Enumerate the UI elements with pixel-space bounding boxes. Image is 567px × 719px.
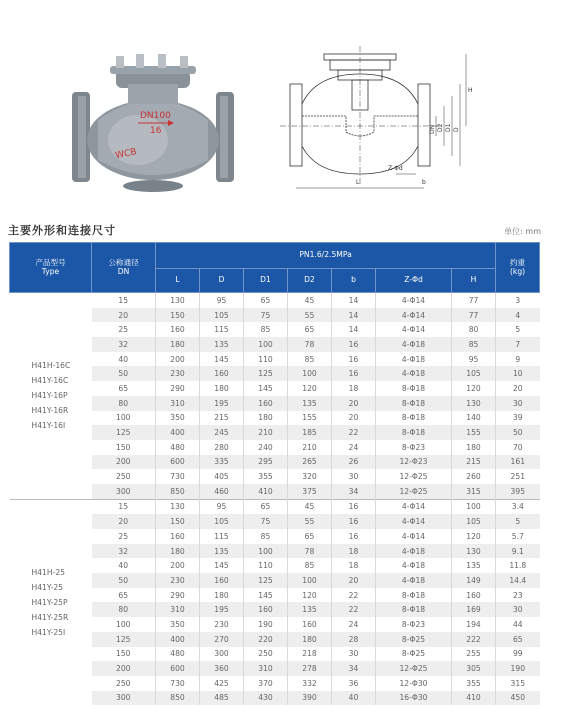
table-cell: 355 <box>244 469 288 484</box>
table-cell: 18 <box>332 544 376 559</box>
table-cell: 30 <box>496 396 540 411</box>
table-cell: 290 <box>156 588 200 603</box>
table-cell: 12-Φ25 <box>376 661 452 676</box>
table-cell: 180 <box>156 544 200 559</box>
table-cell: 125 <box>244 573 288 588</box>
table-cell: 95 <box>200 293 244 308</box>
table-cell: 130 <box>452 544 496 559</box>
valve-photo <box>58 40 248 200</box>
table-cell: 130 <box>452 396 496 411</box>
model-name: H41H-25 <box>31 567 65 577</box>
table-cell: 460 <box>200 484 244 499</box>
table-cell: 85 <box>288 558 332 573</box>
table-cell: 135 <box>200 544 244 559</box>
table-cell: 145 <box>244 588 288 603</box>
table-cell: 105 <box>452 514 496 529</box>
table-cell: 16 <box>332 337 376 352</box>
table-cell: 4-Φ14 <box>376 514 452 529</box>
table-cell: 20 <box>332 411 376 426</box>
table-cell: 20 <box>332 573 376 588</box>
table-cell: 315 <box>496 676 540 691</box>
table-cell: 600 <box>156 455 200 470</box>
table-cell: 34 <box>332 661 376 676</box>
table-cell: 8-Φ18 <box>376 396 452 411</box>
table-cell: 39 <box>496 411 540 426</box>
table-cell: 180 <box>200 381 244 396</box>
table-cell: 16 <box>332 514 376 529</box>
table-cell: 65 <box>288 529 332 544</box>
cell-dn: 50 <box>92 573 156 588</box>
dim-holes-label: Z-Φd <box>388 165 403 172</box>
table-cell: 125 <box>244 366 288 381</box>
table-cell: 14 <box>332 293 376 308</box>
table-cell: 310 <box>156 396 200 411</box>
table-cell: 150 <box>156 308 200 323</box>
table-cell: 4-Φ18 <box>376 337 452 352</box>
cast-pressure-text: 16 <box>150 126 162 136</box>
table-cell: 110 <box>244 352 288 367</box>
table-cell: 14 <box>332 322 376 337</box>
table-cell: 40 <box>332 691 376 706</box>
cell-dn: 15 <box>92 293 156 308</box>
table-cell: 44 <box>496 617 540 632</box>
table-cell: 160 <box>156 322 200 337</box>
table-cell: 100 <box>288 366 332 381</box>
table-cell: 5 <box>496 322 540 337</box>
cell-dn: 250 <box>116 678 131 688</box>
table-cell: 100 <box>288 573 332 588</box>
table-cell: 24 <box>332 440 376 455</box>
cell-dn: 125 <box>92 425 156 440</box>
model-name: H41Y-25 <box>31 582 64 592</box>
table-cell: 360 <box>200 661 244 676</box>
table-cell: 10 <box>496 366 540 381</box>
table-cell: 100 <box>244 337 288 352</box>
table-cell: 185 <box>288 425 332 440</box>
cell-dn: 80 <box>92 396 156 411</box>
table-cell: 45 <box>288 293 332 308</box>
table-cell: 55 <box>288 514 332 529</box>
cell-dn: 20 <box>92 514 156 529</box>
table-cell: 245 <box>200 425 244 440</box>
dim-h-label: H <box>468 87 473 94</box>
table-cell: 4-Φ14 <box>376 529 452 544</box>
table-cell: 251 <box>496 469 540 484</box>
section-title: 主要外形和连接尺寸 <box>8 224 116 237</box>
dim-l-label: L <box>356 179 360 186</box>
table-cell: 3.4 <box>496 499 540 514</box>
table-cell: 12-Φ23 <box>376 455 452 470</box>
table-cell: 20 <box>332 396 376 411</box>
table-cell: 8-Φ23 <box>376 440 452 455</box>
table-cell: 160 <box>244 602 288 617</box>
table-cell: 290 <box>156 381 200 396</box>
table-cell: 255 <box>452 647 496 662</box>
table-cell: 350 <box>156 411 200 426</box>
table-cell: 3 <box>496 293 540 308</box>
model-name: H41Y-25R <box>31 612 69 622</box>
table-cell: 315 <box>452 484 496 499</box>
table-cell: 215 <box>200 411 244 426</box>
table-cell: 180 <box>156 337 200 352</box>
table-cell: 8-Φ18 <box>376 381 452 396</box>
header-d: D <box>200 269 244 293</box>
cell-dn: 25 <box>118 531 129 541</box>
table-cell: 278 <box>288 661 332 676</box>
model-name: H41Y-25P <box>31 597 68 607</box>
table-cell: 4-Φ14 <box>376 293 452 308</box>
cell-dn: 80 <box>92 602 156 617</box>
table-cell: 8-Φ18 <box>376 425 452 440</box>
table-cell: 18 <box>332 558 376 573</box>
table-cell: 155 <box>452 425 496 440</box>
table-cell: 8-Φ18 <box>376 411 452 426</box>
table-cell: 16 <box>332 366 376 381</box>
table-cell: 9.1 <box>496 544 540 559</box>
header-weight: 约重 (kg) <box>496 243 540 293</box>
table-cell: 110 <box>244 558 288 573</box>
table-cell: 120 <box>288 381 332 396</box>
table-cell: 26 <box>332 455 376 470</box>
table-cell: 16 <box>332 499 376 514</box>
table-cell: 50 <box>496 425 540 440</box>
table-cell: 130 <box>156 293 200 308</box>
table-cell: 270 <box>200 632 244 647</box>
table-cell: 200 <box>156 558 200 573</box>
table-cell: 75 <box>244 308 288 323</box>
table-cell: 80 <box>452 322 496 337</box>
table-cell: 425 <box>200 676 244 691</box>
table-cell: 45 <box>288 499 332 514</box>
table-cell: 36 <box>332 676 376 691</box>
table-cell: 135 <box>452 558 496 573</box>
cell-dn: 250 <box>116 472 131 482</box>
table-cell: 135 <box>288 602 332 617</box>
unit-label: 单位: mm <box>504 227 541 236</box>
table-cell: 105 <box>200 308 244 323</box>
table-cell: 295 <box>244 455 288 470</box>
table-cell: 14.4 <box>496 573 540 588</box>
table-cell: 120 <box>288 588 332 603</box>
table-cell: 85 <box>452 337 496 352</box>
table-cell: 77 <box>452 308 496 323</box>
table-cell: 195 <box>200 602 244 617</box>
table-cell: 115 <box>200 529 244 544</box>
table-cell: 350 <box>156 617 200 632</box>
cell-dn: 100 <box>116 413 131 423</box>
table-cell: 200 <box>156 352 200 367</box>
table-cell: 4-Φ14 <box>376 308 452 323</box>
header-b: b <box>332 269 376 293</box>
dim-d1-label: D1 <box>445 123 452 132</box>
table-cell: 215 <box>452 455 496 470</box>
table-cell: 22 <box>332 588 376 603</box>
table-cell: 8-Φ18 <box>376 588 452 603</box>
table-cell: 20 <box>496 381 540 396</box>
table-cell: 4-Φ18 <box>376 573 452 588</box>
table-cell: 130 <box>156 499 200 514</box>
table-cell: 4-Φ18 <box>376 366 452 381</box>
table-cell: 450 <box>496 691 540 706</box>
table-cell: 260 <box>452 469 496 484</box>
table-cell: 4-Φ14 <box>376 499 452 514</box>
table-cell: 332 <box>288 676 332 691</box>
header-l: L <box>156 269 200 293</box>
table-cell: 480 <box>156 647 200 662</box>
table-cell: 430 <box>244 691 288 706</box>
table-cell: 850 <box>156 691 200 706</box>
table-cell: 8-Φ23 <box>376 617 452 632</box>
cell-dn: 65 <box>118 590 129 600</box>
table-cell: 169 <box>452 602 496 617</box>
table-cell: 100 <box>452 499 496 514</box>
table-cell: 160 <box>200 573 244 588</box>
table-cell: 95 <box>452 352 496 367</box>
table-cell: 5 <box>496 514 540 529</box>
table-cell: 194 <box>452 617 496 632</box>
table-cell: 65 <box>288 322 332 337</box>
model-list <box>10 293 92 500</box>
cast-size-text: DN100 <box>140 111 171 121</box>
table-cell: 310 <box>244 661 288 676</box>
table-cell: 230 <box>200 617 244 632</box>
table-row <box>10 293 540 308</box>
dimension-table <box>9 242 540 705</box>
table-cell: 12-Φ25 <box>376 469 452 484</box>
table-cell: 135 <box>288 396 332 411</box>
table-cell: 230 <box>156 573 200 588</box>
table-cell: 4-Φ18 <box>376 558 452 573</box>
table-cell: 210 <box>288 440 332 455</box>
table-cell: 30 <box>332 647 376 662</box>
table-cell: 7 <box>496 337 540 352</box>
cell-dn: 20 <box>92 308 156 323</box>
table-cell: 8-Φ25 <box>376 647 452 662</box>
table-cell: 160 <box>288 617 332 632</box>
table-cell: 9 <box>496 352 540 367</box>
cell-dn: 150 <box>116 442 131 452</box>
table-cell: 30 <box>496 602 540 617</box>
table-cell: 160 <box>452 588 496 603</box>
table-cell: 16 <box>332 529 376 544</box>
table-cell: 85 <box>244 529 288 544</box>
table-cell: 155 <box>288 411 332 426</box>
table-cell: 65 <box>244 499 288 514</box>
table-cell: 149 <box>452 573 496 588</box>
dim-d-label: D <box>453 127 460 132</box>
cell-dn: 40 <box>118 561 129 571</box>
table-cell: 140 <box>452 411 496 426</box>
table-cell: 5.7 <box>496 529 540 544</box>
cell-dn: 300 <box>92 691 156 706</box>
table-cell: 4-Φ18 <box>376 544 452 559</box>
technical-drawing <box>276 44 496 194</box>
table-cell: 395 <box>496 484 540 499</box>
header-model: 产品型号 Type <box>10 243 92 293</box>
table-cell: 77 <box>452 293 496 308</box>
table-cell: 600 <box>156 661 200 676</box>
table-cell: 23 <box>496 588 540 603</box>
header-d2: D2 <box>288 269 332 293</box>
model-name: H41Y-16C <box>31 376 69 386</box>
table-cell: 320 <box>288 469 332 484</box>
table-cell: 75 <box>244 514 288 529</box>
table-cell: 390 <box>288 691 332 706</box>
table-cell: 160 <box>156 529 200 544</box>
table-cell: 220 <box>244 632 288 647</box>
table-cell: 400 <box>156 425 200 440</box>
table-cell: 55 <box>288 308 332 323</box>
table-cell: 105 <box>452 366 496 381</box>
cell-dn: 150 <box>116 649 131 659</box>
header-holes: Z-Φd <box>376 269 452 293</box>
table-cell: 14 <box>332 308 376 323</box>
table-cell: 480 <box>156 440 200 455</box>
table-cell: 335 <box>200 455 244 470</box>
table-cell: 22 <box>332 602 376 617</box>
table-cell: 85 <box>244 322 288 337</box>
model-name: H41Y-25I <box>31 627 66 637</box>
table-cell: 210 <box>244 425 288 440</box>
table-cell: 222 <box>452 632 496 647</box>
table-cell: 16-Φ30 <box>376 691 452 706</box>
table-cell: 85 <box>288 352 332 367</box>
table-cell: 265 <box>288 455 332 470</box>
table-cell: 8-Φ25 <box>376 632 452 647</box>
table-cell: 8-Φ18 <box>376 602 452 617</box>
table-cell: 305 <box>452 661 496 676</box>
table-cell: 12-Φ25 <box>376 484 452 499</box>
table-cell: 190 <box>244 617 288 632</box>
table-cell: 375 <box>288 484 332 499</box>
cell-dn: 50 <box>92 366 156 381</box>
header-h: H <box>452 269 496 293</box>
table-cell: 180 <box>244 411 288 426</box>
table-cell: 250 <box>244 647 288 662</box>
table-cell: 730 <box>156 469 200 484</box>
table-cell: 105 <box>200 514 244 529</box>
cell-dn: 32 <box>92 337 156 352</box>
model-name: H41H-16C <box>31 361 71 371</box>
table-cell: 190 <box>496 661 540 676</box>
table-cell: 34 <box>332 484 376 499</box>
header-pn: PN1.6/2.5MPa <box>156 243 496 269</box>
cell-dn: 40 <box>118 354 129 364</box>
table-cell: 240 <box>244 440 288 455</box>
table-cell: 180 <box>200 588 244 603</box>
model-name: H41Y-16R <box>31 406 69 416</box>
table-cell: 410 <box>452 691 496 706</box>
table-cell: 22 <box>332 425 376 440</box>
table-cell: 78 <box>288 544 332 559</box>
model-name: H41Y-16I <box>31 421 66 431</box>
table-cell: 195 <box>200 396 244 411</box>
table-cell: 150 <box>156 514 200 529</box>
table-cell: 120 <box>452 529 496 544</box>
dim-dn-label: DN <box>429 124 436 134</box>
table-cell: 16 <box>332 352 376 367</box>
table-cell: 70 <box>496 440 540 455</box>
cell-dn: 100 <box>116 619 131 629</box>
table-cell: 12-Φ30 <box>376 676 452 691</box>
table-cell: 218 <box>288 647 332 662</box>
table-cell: 18 <box>332 381 376 396</box>
cell-dn: 200 <box>92 455 156 470</box>
table-cell: 400 <box>156 632 200 647</box>
table-cell: 4-Φ14 <box>376 322 452 337</box>
dim-b-label: b <box>422 179 426 186</box>
model-name: H41Y-16P <box>31 391 68 401</box>
table-cell: 145 <box>200 558 244 573</box>
table-body <box>10 293 540 706</box>
cell-dn: 25 <box>118 325 129 335</box>
table-cell: 4 <box>496 308 540 323</box>
table-cell: 850 <box>156 484 200 499</box>
cell-dn: 300 <box>92 484 156 499</box>
table-cell: 280 <box>200 440 244 455</box>
table-cell: 370 <box>244 676 288 691</box>
table-cell: 410 <box>244 484 288 499</box>
table-cell: 160 <box>244 396 288 411</box>
dim-d2-label: D2 <box>437 123 444 132</box>
table-cell: 730 <box>156 676 200 691</box>
table-cell: 300 <box>200 647 244 662</box>
table-cell: 135 <box>200 337 244 352</box>
table-cell: 355 <box>452 676 496 691</box>
table-cell: 405 <box>200 469 244 484</box>
table-cell: 100 <box>244 544 288 559</box>
table-cell: 180 <box>452 440 496 455</box>
table-cell: 160 <box>200 366 244 381</box>
table-cell: 145 <box>244 381 288 396</box>
table-cell: 4-Φ18 <box>376 352 452 367</box>
table-cell: 120 <box>452 381 496 396</box>
header-dn: 公称通径 DN <box>92 243 156 293</box>
cell-dn: 32 <box>92 544 156 559</box>
table-cell: 11.8 <box>496 558 540 573</box>
table-cell: 230 <box>156 366 200 381</box>
table-cell: 30 <box>332 469 376 484</box>
table-cell: 65 <box>496 632 540 647</box>
table-cell: 180 <box>288 632 332 647</box>
table-row <box>10 499 540 514</box>
table-cell: 95 <box>200 499 244 514</box>
table-cell: 28 <box>332 632 376 647</box>
table-cell: 161 <box>496 455 540 470</box>
table-cell: 145 <box>200 352 244 367</box>
cell-dn: 65 <box>118 383 129 393</box>
cell-dn: 15 <box>92 499 156 514</box>
model-list <box>10 499 92 705</box>
cell-dn: 200 <box>92 661 156 676</box>
table-cell: 78 <box>288 337 332 352</box>
table-cell: 24 <box>332 617 376 632</box>
table-cell: 485 <box>200 691 244 706</box>
table-cell: 115 <box>200 322 244 337</box>
table-cell: 65 <box>244 293 288 308</box>
cast-material-text: WCB <box>114 147 138 162</box>
header-d1: D1 <box>244 269 288 293</box>
table-cell: 99 <box>496 647 540 662</box>
table-cell: 310 <box>156 602 200 617</box>
cell-dn: 125 <box>92 632 156 647</box>
